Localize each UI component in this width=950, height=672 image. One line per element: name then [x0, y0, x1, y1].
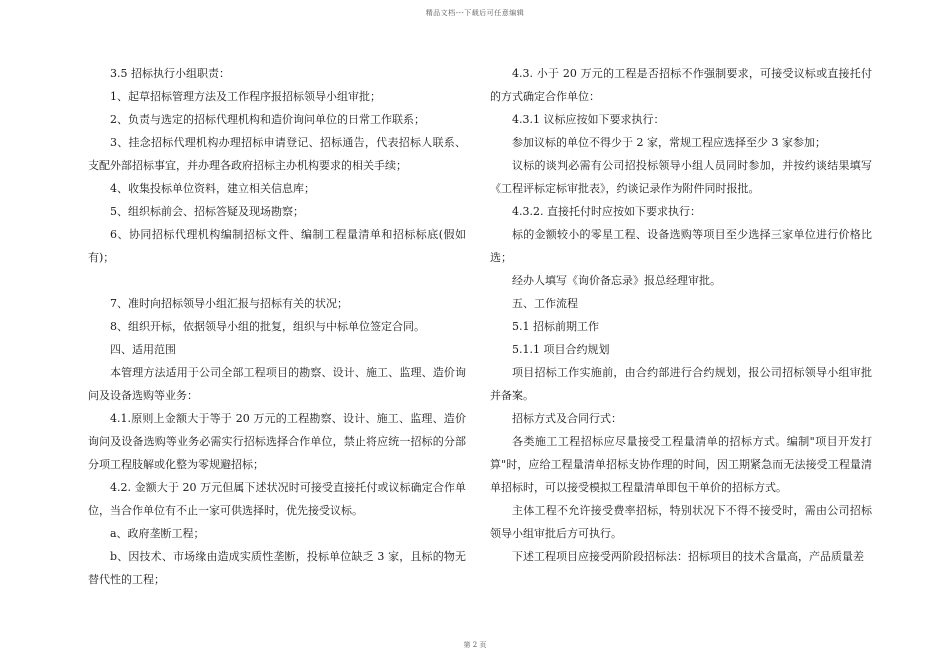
paragraph: b、因技术、市场缘由造成实质性垄断，投标单位缺乏 3 家，且标的物无替代性的工程； [88, 550, 466, 586]
paragraph: 2、负责与选定的招标代理机构和造价询问单位的日常工作联系； [110, 113, 425, 126]
paragraph: 参加议标的单位不得少于 2 家，常规工程应选择至少 3 家参加； [512, 136, 826, 149]
subsection-heading: 5.1.1 项目合约规划 [512, 343, 610, 356]
section-heading: 四、适用范围 [110, 343, 176, 356]
paragraph: 5、组织标前会、招标答疑及现场勘察； [110, 205, 304, 218]
paragraph: 4.3.2. 直接托付时应按如下要求执行： [512, 205, 701, 218]
paragraph: 1、起草招标管理方法及工作程序报招标领导小组审批； [110, 90, 381, 103]
blank-line [88, 269, 466, 292]
paragraph: 项目招标工作实施前，由合约部进行合约规划，报公司招标领导小组审批并备案。 [490, 366, 872, 402]
paragraph: 本管理方法适用于公司全部工程项目的勘察、设计、施工、监理、造价询问及设备选购等业务： [88, 366, 466, 402]
paragraph: 6、协同招标代理机构编制招标文件、编制工程量清单和招标标底(假如有)； [88, 228, 466, 264]
left-column [88, 62, 466, 591]
right-column [490, 62, 872, 568]
paragraph: 3、挂念招标代理机构办理招标申请登记、招标通告，代表招标人联系、支配外部招标事宜，并办理各政府招标主办机构要求的相关手续； [88, 136, 466, 172]
paragraph: 8、组织开标，依据领导小组的批复，组织与中标单位签定合同。 [110, 320, 425, 333]
paragraph: 各类施工工程招标应尽量接受工程量清单的招标方式。编制"项目开发打算"时，应给工程量清单招标支协作理的时间，因工期紧急而无法接受工程量清单招标时，可以接受模拟工程量清单即包干单价的招标方式。 [490, 435, 872, 494]
paragraph: 7、准时向招标领导小组汇报与招标有关的状况； [110, 297, 348, 310]
paragraph: 4、收集投标单位资料，建立相关信息库； [110, 182, 315, 195]
paragraph: 主体工程不允许接受费率招标，特别状况下不得不接受时，需由公司招标领导小组审批后方可执行。 [490, 504, 872, 540]
paragraph: 4.3. 小于 20 万元的工程是否招标不作强制要求，可接受议标或直接托付的方式确定合作单位： [490, 67, 872, 103]
paragraph: a、政府垄断工程； [110, 527, 205, 540]
page-number: 第 2 页 [463, 641, 487, 649]
paragraph: 4.2. 金额大于 20 万元但属下述状况时可接受直接托付或议标确定合作单位，当合作单位有不止一家可供选择时，优先接受议标。 [88, 481, 466, 517]
page-header: 精品文档---下载后可任意编辑 [425, 9, 525, 17]
subsection-heading: 5.1 招标前期工作 [512, 320, 599, 333]
paragraph: 经办人填写《询价备忘录》报总经理审批。 [512, 274, 721, 287]
paragraph: 议标的谈判必需有公司招投标领导小组人员同时参加，并按约谈结果填写《工程评标定标审批表》，约谈记录作为附件同时报批。 [490, 159, 872, 195]
paragraph: 招标方式及合同行式： [512, 412, 622, 425]
section-heading: 五、工作流程 [512, 297, 578, 310]
paragraph: 4.1.原则上金额大于等于 20 万元的工程勘察、设计、施工、监理、造价询问及设备选购等业务必需实行招标选择合作单位，禁止将应统一招标的分部分项工程肢解或化整为零规避招标； [88, 412, 466, 471]
paragraph: 标的金额较小的零星工程、设备选购等项目至少选择三家单位进行价格比选； [490, 228, 872, 264]
paragraph: 3.5 招标执行小组职责： [110, 67, 230, 80]
paragraph: 下述工程项目应接受两阶段招标法：招标项目的技术含量高，产品质量差 [512, 550, 864, 563]
paragraph: 4.3.1 议标应按如下要求执行： [512, 113, 665, 126]
